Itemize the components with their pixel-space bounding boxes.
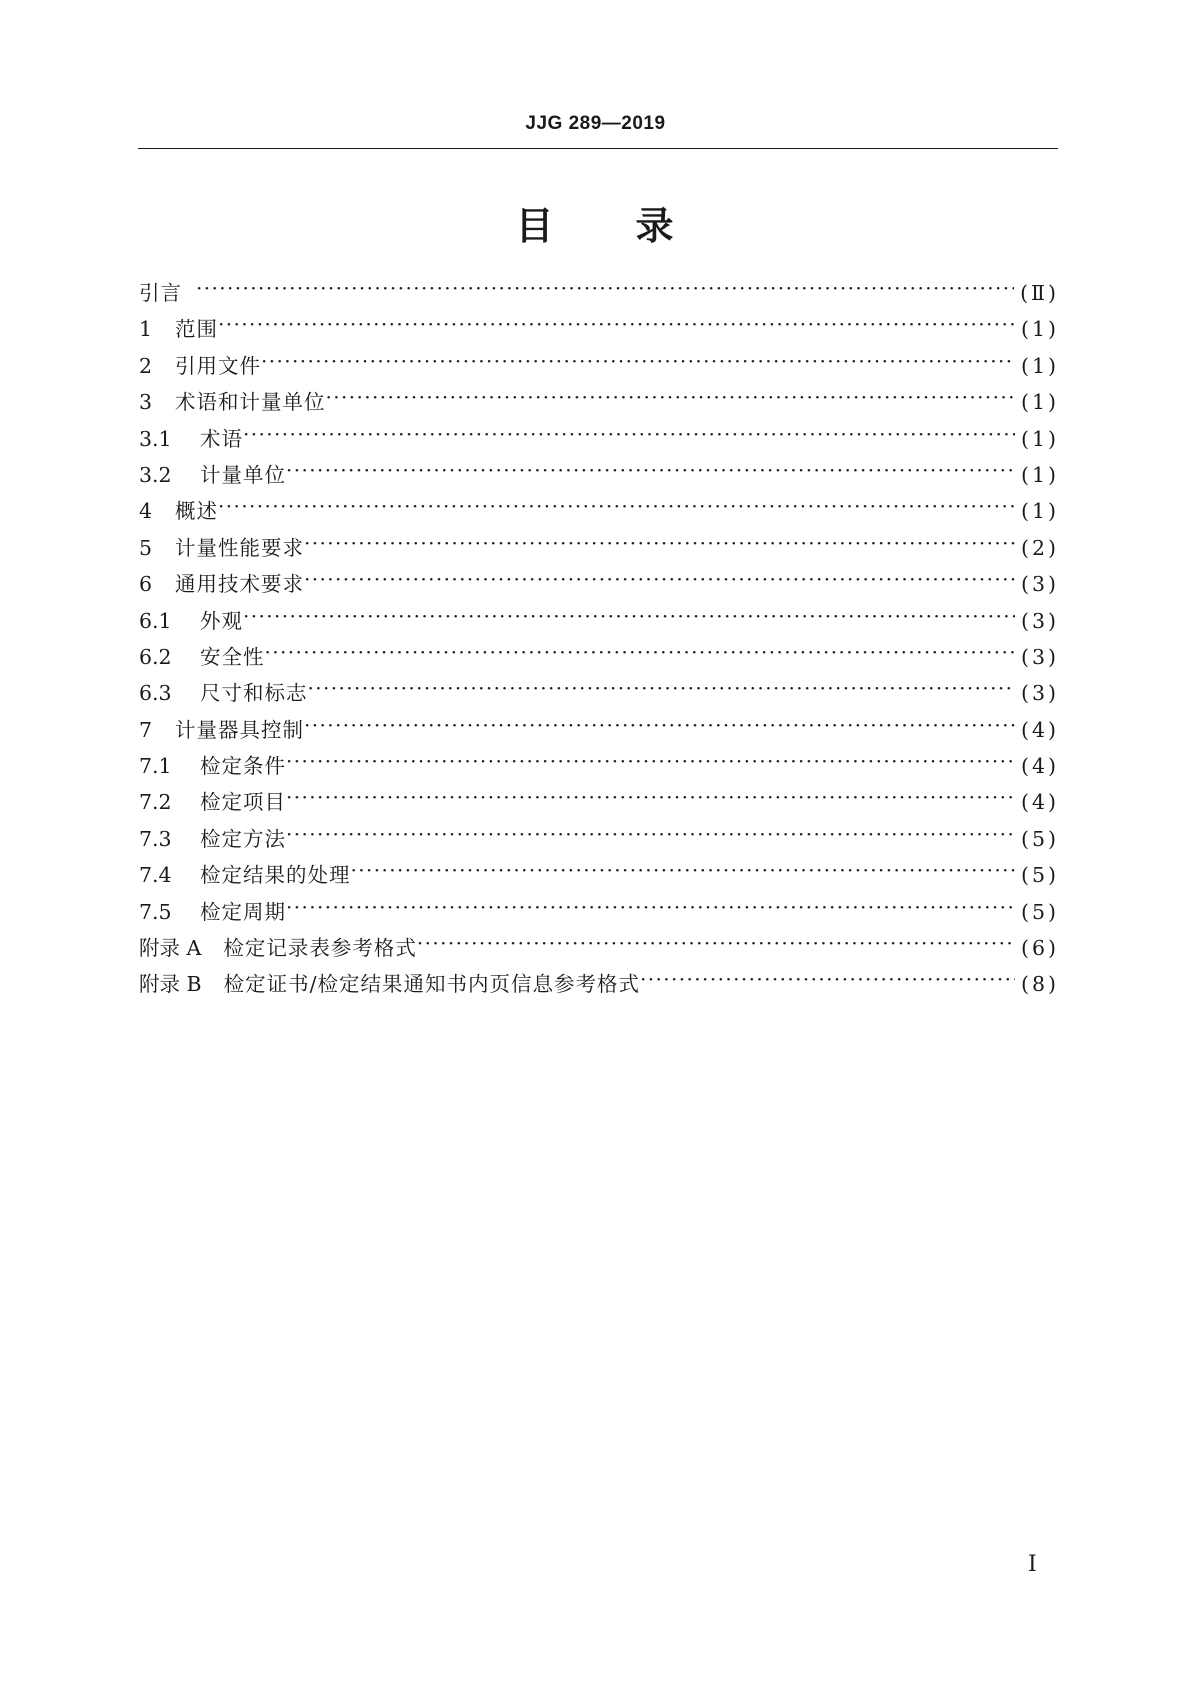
toc-entry[interactable] bbox=[139, 567, 1059, 603]
toc-dot-leader bbox=[196, 282, 1014, 302]
toc-entry-number: 附录 A bbox=[139, 936, 202, 961]
toc-entry[interactable] bbox=[139, 604, 1059, 640]
document-header-code: JJG 289—2019 bbox=[525, 113, 666, 134]
toc-entry-label: 术语 bbox=[200, 426, 243, 451]
toc-dot-leader bbox=[286, 464, 1015, 484]
toc-entry-label: 计量单位 bbox=[200, 462, 286, 487]
toc-entry[interactable] bbox=[139, 676, 1059, 712]
toc-entry-number: 6 bbox=[139, 572, 153, 597]
toc-dot-leader bbox=[640, 973, 1015, 993]
toc-dot-leader bbox=[265, 646, 1015, 666]
toc-entry-page: (1) bbox=[1020, 499, 1059, 524]
toc-entry[interactable] bbox=[139, 822, 1059, 858]
toc-entry-label: 计量性能要求 bbox=[175, 535, 304, 560]
toc-entry-label: 通用技术要求 bbox=[175, 572, 304, 597]
toc-entry[interactable] bbox=[139, 458, 1059, 494]
toc-entry[interactable] bbox=[139, 531, 1059, 567]
toc-title-char-left: 目 bbox=[515, 204, 556, 248]
toc-dot-leader bbox=[286, 755, 1015, 775]
toc-dot-leader bbox=[304, 537, 1015, 557]
toc-entry-label: 概述 bbox=[175, 499, 218, 524]
toc-entry-label: 范围 bbox=[175, 317, 218, 342]
toc-dot-leader bbox=[308, 682, 1015, 702]
toc-dot-leader bbox=[286, 901, 1015, 921]
toc-entry-number: 4 bbox=[139, 499, 153, 524]
toc-dot-leader bbox=[286, 828, 1015, 848]
toc-title bbox=[0, 195, 1191, 250]
toc-dot-leader bbox=[218, 500, 1015, 520]
toc-entry-number: 5 bbox=[139, 535, 153, 560]
toc-entry-page: (4) bbox=[1020, 790, 1059, 815]
toc-entry-label: 尺寸和标志 bbox=[200, 681, 308, 706]
toc-entry-page: (4) bbox=[1020, 717, 1059, 742]
toc-entry-label: 计量器具控制 bbox=[175, 717, 304, 742]
toc-entry-number: 7.1 bbox=[139, 754, 172, 779]
toc-entry-label: 引言 bbox=[139, 281, 182, 305]
toc-dot-leader bbox=[304, 719, 1015, 739]
toc-entry-label: 检定项目 bbox=[200, 790, 286, 815]
toc-entry-number: 附录 B bbox=[139, 972, 202, 997]
toc-entry-page: (8) bbox=[1020, 972, 1059, 997]
toc-entry[interactable] bbox=[139, 494, 1059, 530]
toc-dot-leader bbox=[326, 391, 1015, 411]
toc-entry-number: 7.2 bbox=[139, 790, 172, 815]
toc-title-char-right: 录 bbox=[635, 204, 676, 248]
toc-entry-label: 检定记录表参考格式 bbox=[223, 936, 417, 961]
toc-entry-number: 3.2 bbox=[139, 462, 172, 487]
table-of-contents bbox=[139, 276, 1059, 1004]
toc-entry-page: (3) bbox=[1020, 644, 1059, 669]
toc-entry-label: 检定证书/检定结果通知书内页信息参考格式 bbox=[223, 972, 640, 997]
header-divider bbox=[138, 148, 1058, 149]
toc-entry-number: 7.5 bbox=[139, 899, 172, 924]
toc-entry-number: 2 bbox=[139, 353, 153, 378]
toc-dot-leader bbox=[417, 937, 1015, 957]
toc-entry[interactable] bbox=[139, 785, 1059, 821]
toc-entry[interactable] bbox=[139, 967, 1059, 1003]
toc-entry-label: 检定方法 bbox=[200, 826, 286, 851]
toc-entry-page: (3) bbox=[1020, 572, 1059, 597]
toc-entry[interactable] bbox=[139, 312, 1059, 348]
toc-entry-page: (5) bbox=[1020, 826, 1059, 851]
toc-entry-label: 安全性 bbox=[200, 644, 265, 669]
toc-entry-number: 3.1 bbox=[139, 426, 172, 451]
toc-entry[interactable] bbox=[139, 749, 1059, 785]
toc-entry-number: 7 bbox=[139, 717, 153, 742]
toc-entry-label: 术语和计量单位 bbox=[175, 390, 326, 415]
toc-entry[interactable] bbox=[139, 276, 1059, 312]
toc-entry-label: 检定周期 bbox=[200, 899, 286, 924]
toc-entry-page: (4) bbox=[1020, 754, 1059, 779]
toc-entry-number: 7.3 bbox=[139, 826, 172, 851]
toc-entry[interactable] bbox=[139, 640, 1059, 676]
toc-entry[interactable] bbox=[139, 931, 1059, 967]
toc-entry[interactable] bbox=[139, 713, 1059, 749]
toc-entry-number: 1 bbox=[139, 317, 153, 342]
page-number: Ⅰ bbox=[1028, 1552, 1037, 1577]
toc-entry-page: (1) bbox=[1020, 390, 1059, 415]
toc-dot-leader bbox=[261, 355, 1015, 375]
toc-entry-number: 6.2 bbox=[139, 644, 172, 669]
toc-dot-leader bbox=[304, 573, 1015, 593]
toc-dot-leader bbox=[243, 610, 1015, 630]
toc-entry-number: 6.3 bbox=[139, 681, 172, 706]
toc-entry-label: 检定条件 bbox=[200, 754, 286, 779]
toc-entry-page: (5) bbox=[1020, 899, 1059, 924]
toc-entry-page: (1) bbox=[1020, 317, 1059, 342]
toc-entry[interactable] bbox=[139, 858, 1059, 894]
toc-entry-label: 检定结果的处理 bbox=[200, 863, 351, 888]
toc-entry[interactable] bbox=[139, 895, 1059, 931]
toc-entry-page: (Ⅱ) bbox=[1020, 281, 1059, 305]
toc-entry[interactable] bbox=[139, 385, 1059, 421]
toc-entry-page: (3) bbox=[1020, 681, 1059, 706]
toc-entry-page: (1) bbox=[1020, 426, 1059, 451]
toc-entry-page: (2) bbox=[1020, 535, 1059, 560]
toc-dot-leader bbox=[243, 428, 1015, 448]
toc-dot-leader bbox=[351, 864, 1015, 884]
toc-dot-leader bbox=[286, 791, 1015, 811]
toc-entry-page: (3) bbox=[1020, 608, 1059, 633]
toc-entry-number: 6.1 bbox=[139, 608, 172, 633]
toc-entry-page: (5) bbox=[1020, 863, 1059, 888]
toc-entry[interactable] bbox=[139, 422, 1059, 458]
toc-entry[interactable] bbox=[139, 349, 1059, 385]
toc-entry-page: (1) bbox=[1020, 353, 1059, 378]
toc-entry-number: 7.4 bbox=[139, 863, 172, 888]
toc-dot-leader bbox=[218, 318, 1015, 338]
toc-entry-page: (1) bbox=[1020, 462, 1059, 487]
toc-entry-label: 外观 bbox=[200, 608, 243, 633]
toc-entry-number: 3 bbox=[139, 390, 153, 415]
toc-entry-label: 引用文件 bbox=[175, 353, 261, 378]
toc-entry-page: (6) bbox=[1020, 936, 1059, 961]
